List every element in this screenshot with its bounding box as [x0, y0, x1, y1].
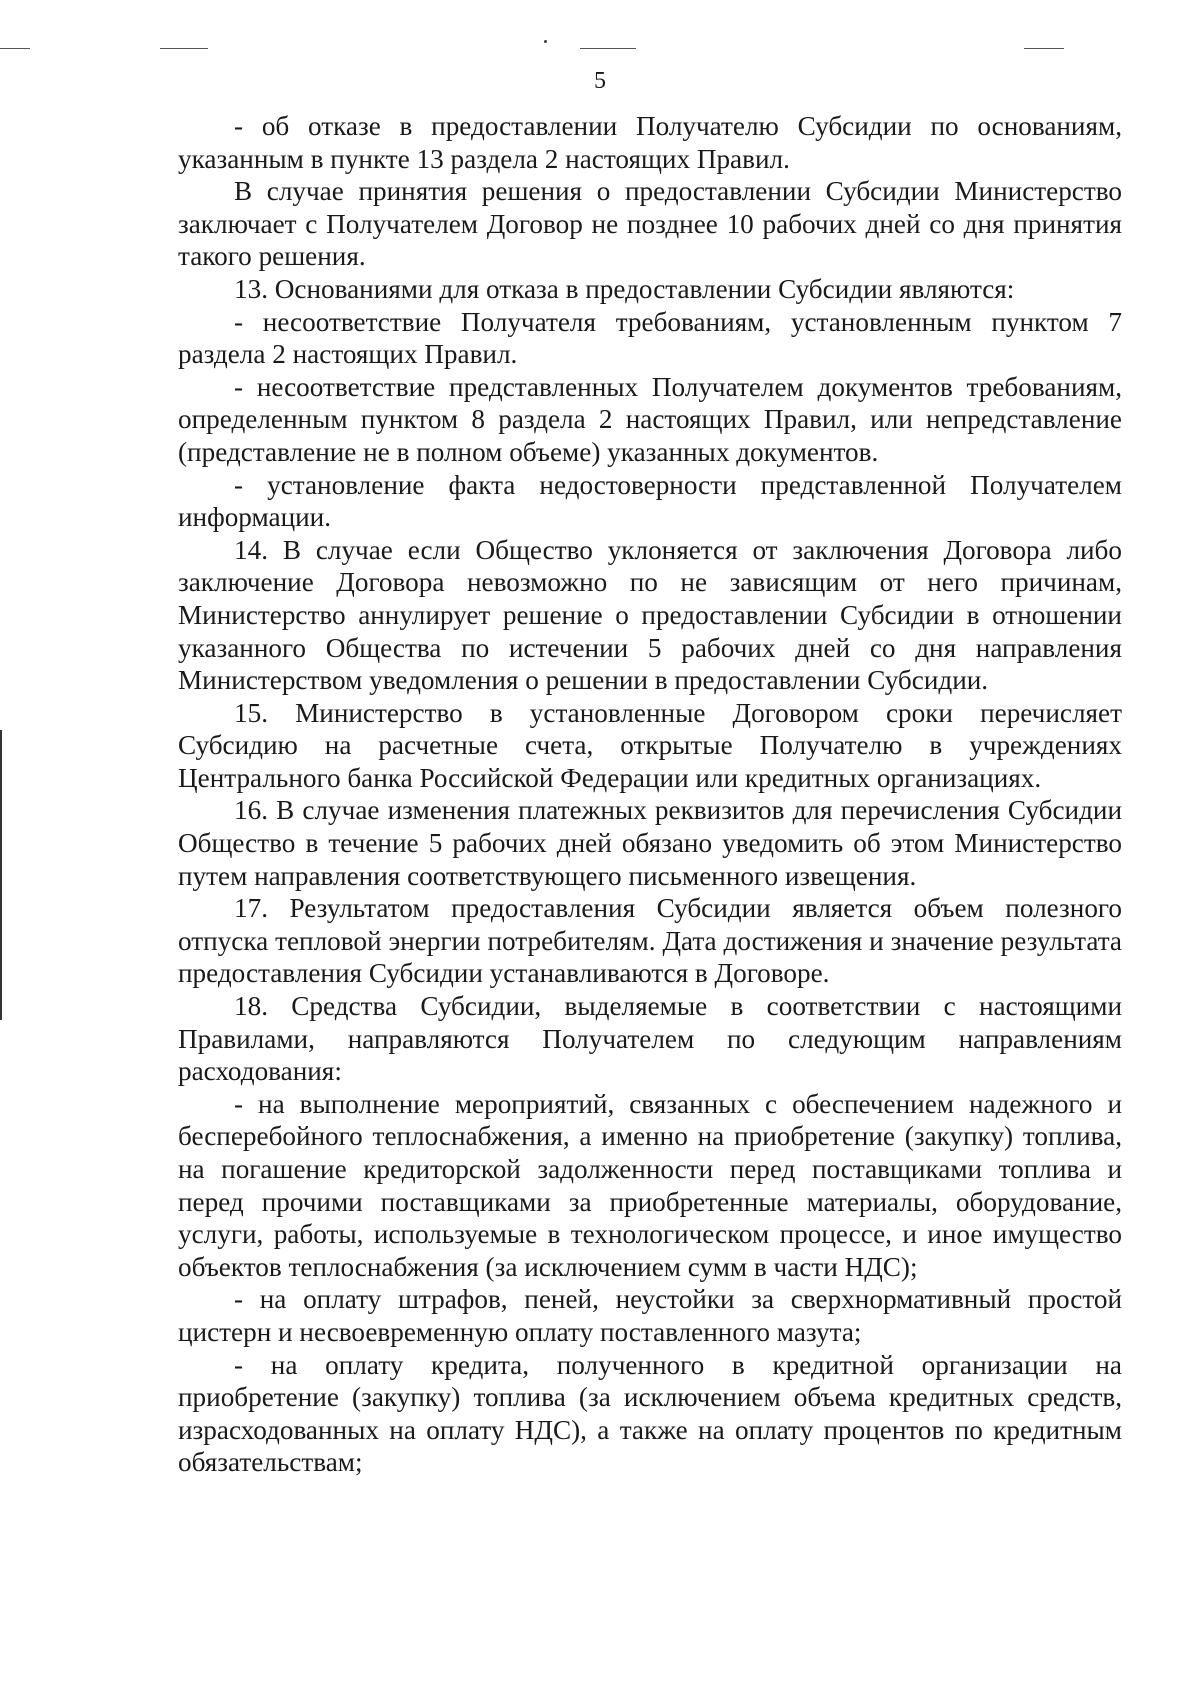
scan-artifact-line: [0, 48, 30, 49]
scan-artifact-line: [160, 48, 208, 49]
paragraph: - на оплату кредита, полученного в кредитной организации на приобретение (закупку) топлива (за исключением объема кредитных средств, израсходованных на оплату НДС), а также на оплату процентов по кредитным обязательствам;: [178, 1349, 1122, 1478]
scan-artifact-line: [580, 48, 636, 49]
paragraph: - об отказе в предоставлении Получателю Субсидии по основаниям, указанным в пункте 13 раздела 2 настоящих Правил.: [178, 111, 1122, 174]
paragraph: - на оплату штрафов, пеней, неустойки за сверхнормативный простой цистерн и несвоевременную оплату поставленного мазута;: [178, 1284, 1122, 1347]
paragraph: - несоответствие Получателя требованиям, установленным пунктом 7 раздела 2 настоящих Правил.: [178, 306, 1122, 370]
page-number: 5: [594, 68, 606, 94]
paragraph: - установление факта недостоверности представленной Получателем информации.: [178, 469, 1122, 533]
paragraph: 13. Основаниями для отказа в предоставлении Субсидии являются:: [234, 273, 1015, 304]
paragraph: 17. Результатом предоставления Субсидии является объем полезного отпуска тепловой энергии потребителям. Дата достижения и значение результата предоставления Субсидии устанавливаются в Договоре.: [178, 893, 1122, 989]
paragraph: - на выполнение мероприятий, связанных с обеспечением надежного и бесперебойного теплоснабжения, а именно на приобретение (закупку) топлива, на погашение кредиторской задолженности перед поставщиками топлива и перед прочими поставщиками за приобретенные материалы, оборудование, услуги, работы, используемые в технологическом процессе, и иное имущество объектов теплоснабжения (за исключением сумм в части НДС);: [178, 1088, 1122, 1282]
paragraph: В случае принятия решения о предоставлении Субсидии Министерство заключает с Получателем Договор не позднее 10 рабочих дней со дня принятия такого решения.: [178, 176, 1122, 272]
paragraph: 18. Средства Субсидии, выделяемые в соответствии с настоящими Правилами, направляются Получателем по следующим направлениям расходования:: [178, 991, 1122, 1087]
paragraph: - несоответствие представленных Получателем документов требованиям, определенным пунктом 8 раздела 2 настоящих Правил, или непредставление (представление не в полном объеме) указанных документов.: [178, 371, 1122, 467]
paragraph: 15. Министерство в установленные Договором сроки перечисляет Субсидию на расчетные счета, открытые Получателю в учреждениях Центрального банка Российской Федерации или кредитных организациях.: [178, 697, 1122, 793]
scan-artifact-dot: [544, 40, 547, 43]
paragraph: 14. В случае если Общество уклоняется от заключения Договора либо заключение Договора невозможно по не зависящим от него причинам, Министерство аннулирует решение о предоставлении Субсидии в отношении указанного Общества по истечении 5 рабочих дней со дня направления Министерством уведомления о решении в предоставлении Субсидии.: [178, 534, 1122, 696]
scan-artifact-line: [1024, 48, 1064, 49]
scan-artifact-edge: [0, 730, 2, 1020]
document-body: [178, 110, 1122, 1479]
paragraph: 16. В случае изменения платежных реквизитов для перечисления Субсидии Общество в течение 5 рабочих дней обязано уведомить об этом Министерство путем направления соответствующего письменного извещения.: [178, 795, 1122, 891]
